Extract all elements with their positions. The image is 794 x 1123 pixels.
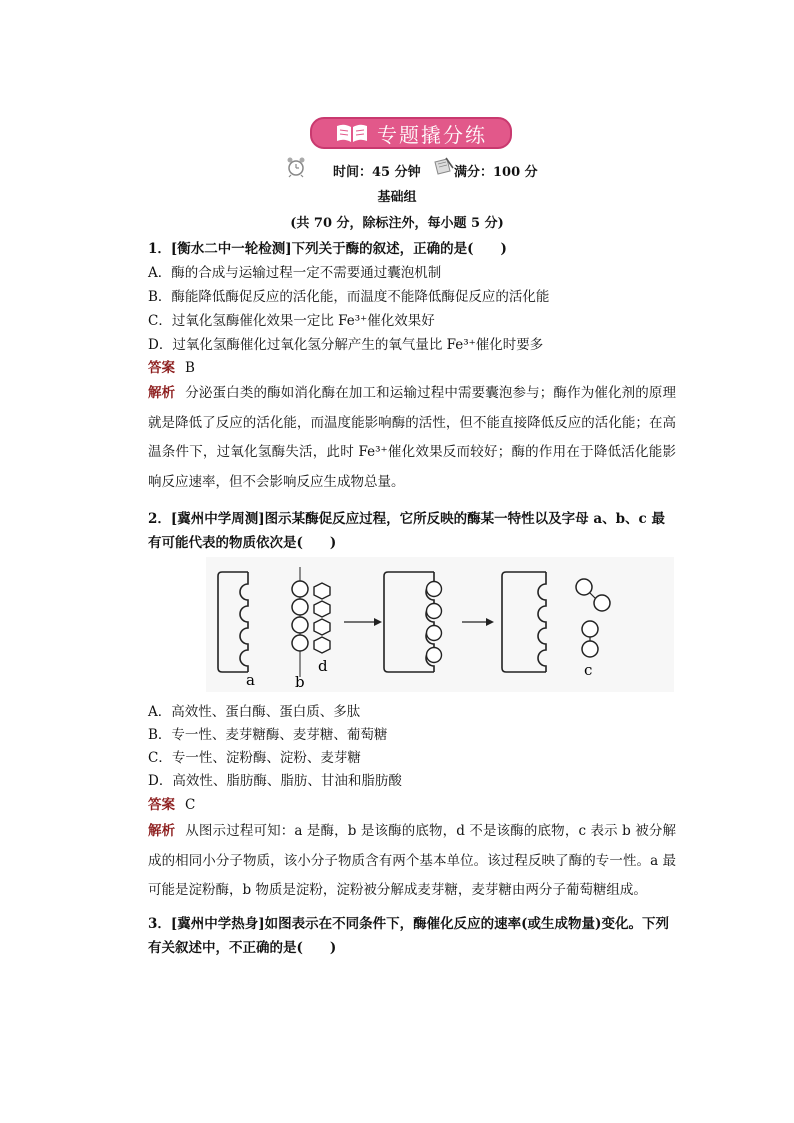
group-title: 基础组 [377, 190, 417, 205]
q1-option-c: C．过氧化氢酶催化效果一定比 Fe³⁺催化效果好 [148, 313, 435, 329]
time-limit: 时间：45 分钟 [333, 165, 421, 180]
enzyme-diagram [206, 557, 674, 692]
group-note: (共 70 分，除标注外，每小题 5 分) [290, 216, 504, 231]
open-book-icon [335, 122, 369, 144]
alarm-clock-icon [286, 156, 306, 178]
label-c: c [584, 661, 593, 679]
q2-analysis-text: 从图示过程可知：a 是酶，b 是该酶的底物，d 不是该酶的底物，c 表示 b 被分解成的相同小分子物质，该小分子物质含有两个基本单位。该过程反映了酶的专一性。a 最可能是淀粉酶，b 物质是淀粉，淀粉被分解成麦芽糖，麦芽糖由两分子葡萄糖组成。 [148, 823, 676, 898]
q2-option-c: C．专一性、淀粉酶、淀粉、麦芽糖 [148, 750, 361, 766]
q2-answer-row [148, 795, 678, 815]
full-score: 满分：100 分 [454, 165, 538, 180]
pen-paper-icon [432, 156, 454, 176]
q3-stem-line2: 有关叙述中，不正确的是( ) [148, 940, 337, 956]
analysis-label: 解析 [148, 823, 176, 839]
answer-label: 答案 [148, 797, 175, 813]
q1-answer-row [148, 358, 678, 378]
q1-analysis [148, 379, 676, 497]
answer-label: 答案 [148, 360, 175, 376]
q2-option-a: A．高效性、蛋白酶、蛋白质、多肽 [148, 704, 361, 720]
label-d: d [318, 657, 328, 675]
q1-option-b: B．酶能降低酶促反应的活化能，而温度不能降低酶促反应的活化能 [148, 289, 550, 305]
q2-option-d: D．高效性、脂肪酶、脂肪、甘油和脂肪酸 [148, 773, 402, 789]
label-b: b [295, 673, 305, 691]
q1-stem: 1．[衡水二中一轮检测]下列关于酶的叙述，正确的是( ) [148, 241, 507, 257]
q1-option-a: A．酶的合成与运输过程一定不需要通过囊泡机制 [148, 265, 442, 281]
q2-analysis [148, 817, 676, 906]
exam-meta [0, 160, 794, 182]
section-banner [310, 117, 512, 149]
banner-title: 专题撬分练 [377, 122, 487, 147]
label-a: a [246, 671, 255, 689]
enzyme-a-body [218, 572, 248, 672]
q2-stem-line1: 2．[冀州中学周测]图示某酶促反应过程，它所反映的酶某一特性以及字母 a、b、c 最 [148, 511, 665, 527]
q1-answer: B [185, 360, 195, 376]
q2-answer: C [185, 797, 196, 813]
q2-stem-line2: 有可能代表的物质依次是( ) [148, 535, 337, 551]
q1-analysis-text: 分泌蛋白类的酶如消化酶在加工和运输过程中需要囊泡参与；酶作为催化剂的原理就是降低了反应的活化能，而温度能影响酶的活性，但不能直接降低反应的活化能；在高温条件下，过氧化氢酶失活，此时 Fe³⁺催化效果反而较好；酶的作用在于降低活化能影响反应速率，但不会影响反应生成物总量。 [148, 385, 677, 490]
analysis-label: 解析 [148, 385, 176, 401]
enzyme-reaction-figure [206, 557, 674, 692]
q1-option-d: D．过氧化氢酶催化过氧化氢分解产生的氧气量比 Fe³⁺催化时要多 [148, 337, 544, 353]
q3-stem-line1: 3．[冀州中学热身]如图表示在不同条件下，酶催化反应的速率(或生成物量)变化。下列 [148, 916, 669, 932]
q2-option-b: B．专一性、麦芽糖酶、麦芽糖、葡萄糖 [148, 727, 388, 743]
